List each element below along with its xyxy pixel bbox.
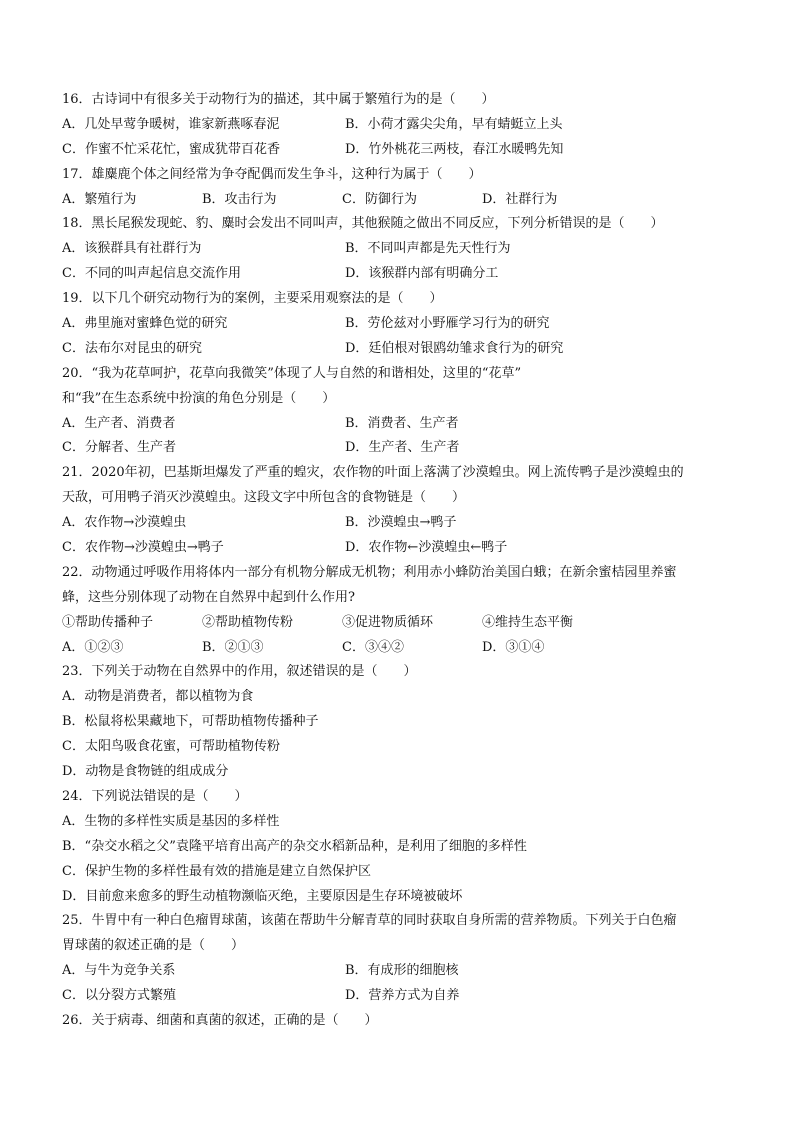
answer-option: B．小荷才露尖尖角，早有蜻蜓立上头 [345,116,563,132]
question-stem: 24．下列说法错误的是（ ） [62,788,248,804]
answer-option: C．太阳鸟吸食花蜜，可帮助植物传粉 [62,739,280,755]
option-row [62,312,742,337]
option-row [62,611,742,636]
answer-option: ④维持生态平衡 [482,614,574,630]
question-block [62,909,742,1009]
question-stem: 蜂，这些分别体现了动物在自然界中起到什么作用? [62,589,355,605]
answer-option: ③促进物质循环 [342,614,434,630]
option-row [62,138,742,163]
answer-option: B．松鼠将松果藏地下，可帮助植物传播种子 [62,714,319,730]
answer-option: B．劳伦兹对小野雁学习行为的研究 [345,316,550,332]
question-block [62,287,742,362]
question-block [62,212,742,287]
question-stem: 26．关于病毒、细菌和真菌的叙述，正确的是（ ） [62,1012,378,1028]
answer-option: ②帮助植物传粉 [202,614,294,630]
answer-option: A．生物的多样性实质是基因的多样性 [62,813,280,829]
answer-option: A．与牛为竞争关系 [62,963,176,979]
question-block [62,561,742,661]
option-row [62,810,742,835]
answer-option: A．农作物→沙漠蝗虫 [62,515,187,531]
answer-option: B．“杂交水稻之父”袁隆平培育出高产的杂交水稻新品种，是利用了细胞的多样性 [62,838,527,854]
answer-option: A．动物是消费者，都以植物为食 [62,689,254,705]
question-stem: 22．动物通过呼吸作用将体内一部分有机物分解成无机物；利用赤小蜂防治美国白蛾；在新余蜜桔园里养蜜 [62,564,677,580]
answer-option: ①帮助传播种子 [62,614,154,630]
answer-option: D．生产者、生产者 [345,440,460,456]
question-block [62,785,742,909]
answer-option: D．营养方式为自养 [345,988,460,1004]
answer-option: A．繁殖行为 [62,191,137,207]
option-row [62,636,742,661]
question-stem: 23．下列关于动物在自然界中的作用，叙述错误的是（ ） [62,664,417,680]
option-row [62,685,742,710]
answer-option: A．①②③ [62,639,124,655]
answer-option: D．廷伯根对银鸥幼雏求食行为的研究 [345,340,564,356]
answer-option: A．生产者、消费者 [62,415,176,431]
answer-option: B．沙漠蝗虫→鸭子 [345,515,457,531]
option-row [62,835,742,860]
option-row [62,436,742,461]
question-block [62,163,742,213]
answer-option: D．该猴群内部有明确分工 [345,266,499,282]
answer-option: C．分解者、生产者 [62,440,176,456]
question-block [62,1009,742,1034]
answer-option: C．不同的叫声起信息交流作用 [62,266,241,282]
answer-option: B．消费者、生产者 [345,415,459,431]
question-stem: 和“我”在生态系统中扮演的角色分别是（ ） [62,390,336,406]
answer-option: C．保护生物的多样性最有效的措施是建立自然保护区 [62,863,371,879]
question-stem: 20．“我为花草呵护，花草向我微笑”体现了人与自然的和谐相处，这里的“花草” [62,365,522,381]
option-row [62,188,742,213]
answer-option: C．作蜜不忙采花忙，蜜成犹带百花香 [62,141,280,157]
question-block [62,88,742,163]
option-row [62,536,742,561]
answer-option: D．动物是食物链的组成成分 [62,764,229,780]
question-stem: 19．以下几个研究动物行为的案例，主要采用观察法的是（ ） [62,291,443,307]
option-row [62,511,742,536]
question-stem: 25．牛胃中有一种白色瘤胃球菌，该菌在帮助牛分解青草的同时获取自身所需的营养物质。下列关于白色瘤 [62,913,677,929]
option-row [62,735,742,760]
option-row [62,113,742,138]
option-row [62,860,742,885]
answer-option: C．③④② [342,639,404,655]
answer-option: D．竹外桃花三两枝，春江水暖鸭先知 [345,141,564,157]
question-stem: 天敌，可用鸭子消灭沙漠蝗虫。这段文字中所包含的食物链是（ ） [62,490,466,506]
option-row [62,760,742,785]
answer-option: C．农作物→沙漠蝗虫→鸭子 [62,540,224,556]
option-row [62,984,742,1009]
answer-option: C．防御行为 [342,191,417,207]
exam-page [62,88,742,1034]
option-row [62,710,742,735]
question-block [62,461,742,561]
answer-option: A．弗里施对蜜蜂色觉的研究 [62,316,228,332]
answer-option: D．目前愈来愈多的野生动植物濒临灭绝，主要原因是生存环境被破坏 [62,888,463,904]
answer-option: D．农作物←沙漠蝗虫←鸭子 [345,540,508,556]
answer-option: B．②①③ [202,639,264,655]
option-row [62,262,742,287]
answer-option: D．③①④ [482,639,545,655]
answer-option: C．以分裂方式繁殖 [62,988,176,1004]
answer-option: B．不同叫声都是先天性行为 [345,241,511,257]
question-stem: 17．雄麋鹿个体之间经常为争夺配偶而发生争斗，这种行为属于（ ） [62,166,482,182]
option-row [62,337,742,362]
question-stem: 16．古诗词中有很多关于动物行为的描述，其中属于繁殖行为的是（ ） [62,92,495,107]
answer-option: C．法布尔对昆虫的研究 [62,340,202,356]
option-row [62,885,742,910]
answer-option: B．有成形的细胞核 [345,963,459,979]
option-row [62,959,742,984]
question-block [62,362,742,462]
answer-option: A．该猴群具有社群行为 [62,241,202,257]
question-block [62,660,742,784]
answer-option: D．社群行为 [482,191,558,207]
question-stem: 18．黑长尾猴发现蛇、豹、麋时会发出不同叫声，其他猴随之做出不同反应，下列分析错误的是（ ） [62,216,664,232]
question-stem: 胃球菌的叙述正确的是（ ） [62,938,245,954]
option-row [62,412,742,437]
option-row [62,237,742,262]
answer-option: B．攻击行为 [202,191,277,207]
answer-option: A．几处早莺争暖树，谁家新燕啄春泥 [62,116,280,132]
question-stem: 21．2020年初，巴基斯坦爆发了严重的蝗灾，农作物的叶面上落满了沙漠蝗虫。网上流传鸭子是沙漠蝗虫的 [62,465,684,481]
